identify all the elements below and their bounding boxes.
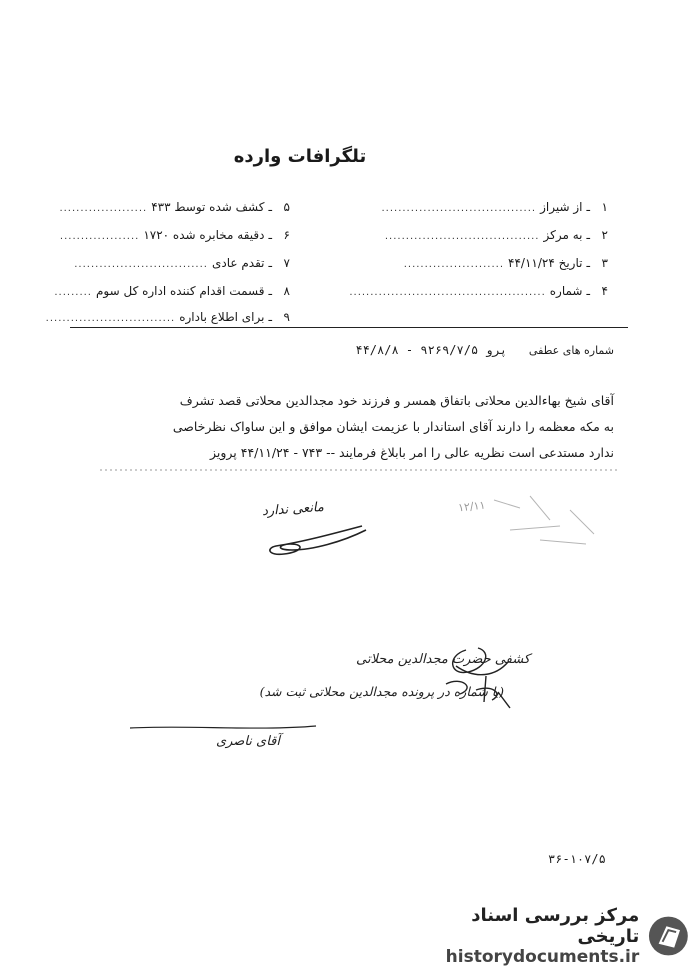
- approval-signature: [262, 520, 372, 560]
- handwritten-approval: مانعی ندارد: [261, 499, 325, 520]
- field-for-info: ۹ ـ برای اطلاع باداره ...............................: [45, 310, 290, 324]
- field-date: ۳ ـ تاریخ ۴۴/۱۱/۲۴ ........................: [403, 256, 608, 270]
- handwritten-note-line: (با شماره در پرونده مجدالدین محلاتی ثبت شد): [259, 684, 504, 699]
- faint-scribble: [490, 490, 600, 550]
- field-label: به مرکز: [543, 228, 583, 242]
- watermark-url: historydocuments.ir: [445, 947, 640, 967]
- body-line: به مکه معظمه را دارند آقای استاندار با عزیمت ایشان موافق و این ساواک نظرخاصی: [172, 419, 614, 434]
- archive-logo-icon: [647, 914, 690, 958]
- reference-value: پرو ۹۲۶۹/۷/۵ - ۴۴/۸/۸: [355, 343, 508, 357]
- handwritten-underline: [128, 722, 318, 734]
- document-title: تلگرافات وارده: [233, 146, 367, 167]
- field-label: کشف شده توسط ۴۳۳: [151, 200, 265, 214]
- body-line: ندارد مستدعی است نظریه عالی را امر بابلاغ فرمایند -- ۷۴۳ - ۴۴/۱۱/۲۴ پرویز: [209, 445, 614, 460]
- watermark: [410, 905, 690, 967]
- handwritten-note-name: آقای ناصری: [215, 734, 280, 749]
- field-label: تاریخ ۴۴/۱۱/۲۴: [508, 256, 583, 270]
- telegram-body: [94, 388, 614, 466]
- field-decoded-by: ۵ ـ کشف شده توسط ۴۳۳ .....................: [59, 200, 290, 214]
- watermark-name: مرکز بررسی اسناد تاریخی: [471, 905, 640, 947]
- body-line: آقای شیخ بهاءالدین محلاتی باتفاق همسر و فرزند خود مجدالدین محلاتی قصد تشرف: [179, 393, 614, 408]
- field-label: برای اطلاع باداره: [179, 310, 265, 324]
- faint-note: ۱۲/۱۱: [457, 498, 486, 515]
- body-underline: [100, 468, 620, 474]
- field-to: ۲ ـ به مرکز .....................................: [384, 228, 608, 242]
- handwritten-note-line: کشفی حضرت مجدالدین محلاتی: [356, 652, 530, 667]
- reference-numbers: [355, 343, 614, 357]
- field-label: قسمت اقدام کننده اداره کل سوم: [95, 284, 265, 298]
- archive-code: ۳۶-۱۰۷/۵: [548, 852, 606, 866]
- field-number: ۴ ـ شماره ...............................................: [349, 284, 608, 298]
- field-label: شماره: [549, 284, 583, 298]
- header-divider: [70, 327, 628, 328]
- field-priority: ۷ ـ تقدم عادی ................................: [74, 256, 290, 270]
- initials-signature: [436, 636, 526, 716]
- field-label: دقیقه مخابره شده ۱۷۲۰: [143, 228, 265, 242]
- field-action-department: ۸ ـ قسمت اقدام کننده اداره کل سوم .........: [54, 284, 290, 298]
- field-transmitted-minute: ۶ ـ دقیقه مخابره شده ۱۷۲۰ ...................: [59, 228, 290, 242]
- field-label: تقدم عادی: [211, 256, 265, 270]
- field-from: ۱ ـ از شیراز .....................................: [381, 200, 608, 214]
- field-label: از شیراز: [540, 200, 583, 214]
- reference-label: شماره های عطفی: [528, 344, 614, 357]
